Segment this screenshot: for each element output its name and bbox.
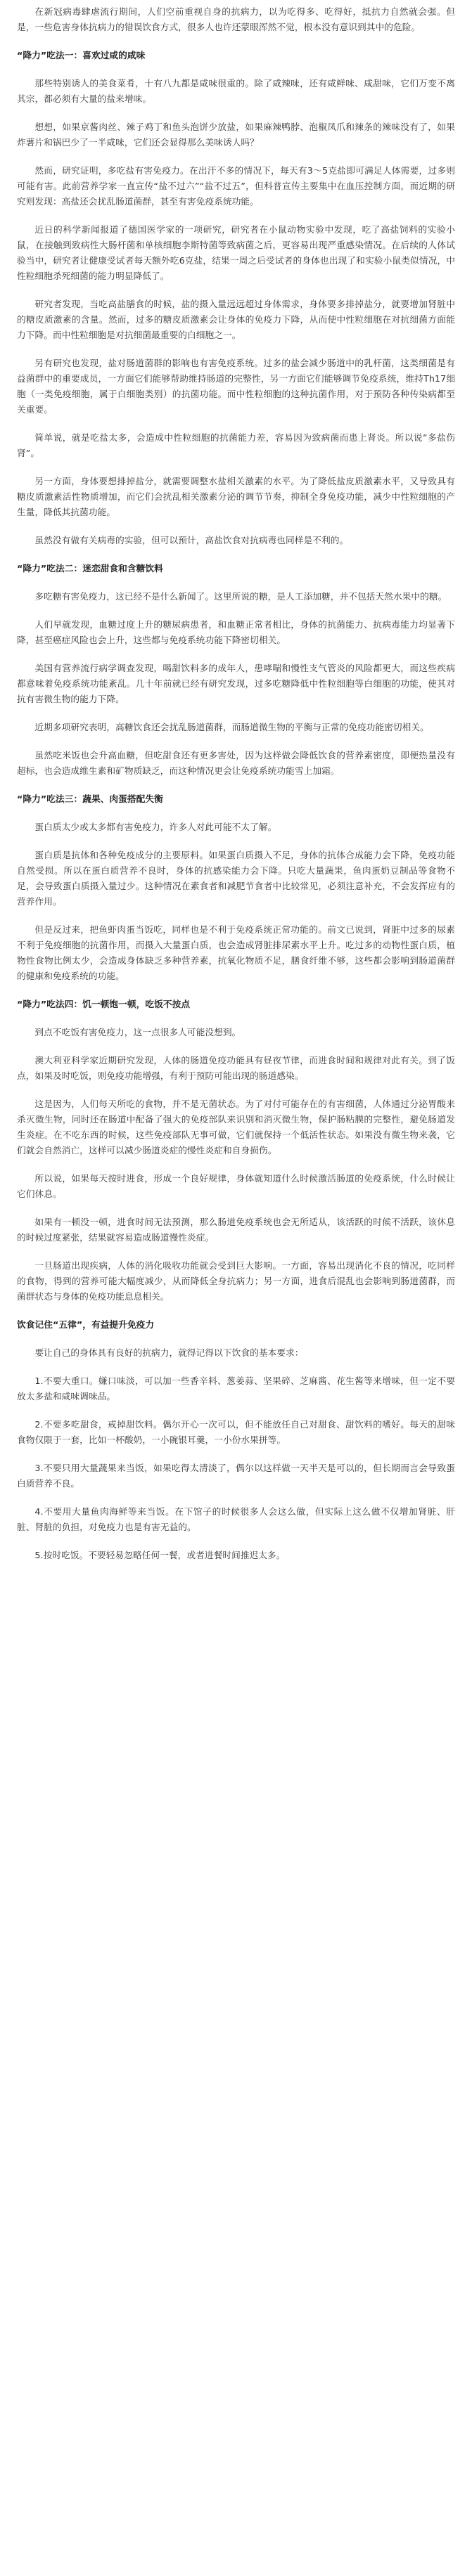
paragraph: 简单说，就是吃盐太多，会造成中性粒细胞的抗菌能力差，容易因为致病菌而患上肾炎。所以说“多盐伤肾”。 — [17, 432, 455, 458]
rule-item: 4.不要用大量鱼肉海鲜等来当饭。在下馆子的时候很多人会这么做，但实际上这么做不仅增加肾脏、肝脏、肾脏的负担，对免疫力也是有害无益的。 — [17, 1506, 455, 1532]
section-heading-salt: “降力”吃法一：喜欢过咸的咸味 — [17, 50, 146, 60]
paragraph: 澳大利亚科学家近期研究发现，人体的肠道免疫功能具有昼夜节律，而进食时间和规律对此有关。到了饭点，如果及时吃饭，则免疫功能增强，有利于预防可能出现的肠道感染。 — [17, 1055, 455, 1081]
paragraph: 另一方面，身体要想排掉盐分，就需要调整水盐相关激素的水平。为了降低盐皮质激素水平，又导致具有糖皮质激素活性物质增加，而它们会扰乱相关激素分泌的调节节奏，抑制全身免疫功能，减少中性粒细胞的产生量，降低其抗菌功能。 — [17, 476, 455, 517]
paragraph: 虽然吃米饭也会升高血糖，但吃甜食还有更多害处，因为这样做会降低饮食的营养素密度，即便热量没有超标，也会造成维生素和矿物质缺乏，而这种情况更会让免疫系统功能雪上加霜。 — [17, 750, 455, 776]
paragraph: 人们早就发现，血糖过度上升的糖尿病患者，和血糖正常者相比，身体的抗菌能力、抗病毒能力均显著下降，甚至癌症风险也会上升，这些都与免疫系统功能下降密切相关。 — [17, 619, 455, 645]
paragraph: 蛋白质太少或太多都有害免疫力，许多人对此可能不太了解。 — [34, 822, 277, 832]
paragraph: 所以说，如果每天按时进食，形成一个良好规律，身体就知道什么时候激活肠道的免疫系统，什么时候让它们休息。 — [17, 1173, 455, 1199]
section-heading-sugar: “降力”吃法二：迷恋甜食和含糖饮料 — [17, 563, 163, 574]
section-heading-meal-timing: “降力”吃法四：饥一顿饱一顿，吃饭不按点 — [17, 999, 191, 1009]
paragraph: 一旦肠道出现疾病，人体的消化吸收功能就会受到巨大影响。一方面，容易出现消化不良的情况，吃同样的食物，得到的营养可能大幅度减少，从而降低全身抗病力；另一方面，进食后混乱也会影响到肠道菌群，而菌群状态与身体的免疫功能息息相关。 — [17, 1260, 455, 1302]
paragraph: 近期多项研究表明，高糖饮食还会扰乱肠道菌群，而肠道微生物的平衡与正常的免疫功能密切相关。 — [34, 722, 429, 732]
paragraph: 要让自己的身体具有良好的抗病力，就得记得以下饮食的基本要求： — [34, 1347, 304, 1358]
paragraph: 这是因为，人们每天所吃的食物，并不是无菌状态。为了对付可能存在的有害细菌，人体通过分泌胃酸来杀灭微生物，同时还在肠道中配备了强大的免疫部队来识别和消灭微生物，保护肠粘膜的完整性，避免肠道发生炎症。在不吃东西的时候，这些免疫部队无事可做，它们就保持一个低活性状态。如果没有微生物来袭，它们就会自然消亡，这样可以减少肠道炎症的慢性炎症和自身损伤。 — [17, 1099, 455, 1156]
paragraph: 如果有一顿没一顿，进食时间无法预测，那么肠道免疫系统也会无所适从，该活跃的时候不活跃，该休息的时候过度紧张，结果就容易造成肠道慢性炎症。 — [17, 1217, 455, 1243]
paragraph: 到点不吃饭有害免疫力，这一点很多人可能没想到。 — [34, 1027, 241, 1037]
paragraph: 近日的科学新闻报道了德国医学家的一项研究，研究者在小鼠动物实验中发现，吃了高盐饲料的实验小鼠，在接触到致病性大肠杆菌和单核细胞李斯特菌等致病菌之后，更容易出现严重感染情况。在后续的人体试验当中，研究者让健康受试者每天额外吃6克盐，结果一周之后受试者的身体也出现了和实验小鼠类似情况，中性粒细胞杀死细菌的能力明显降低了。 — [17, 224, 455, 281]
intro-paragraph: 在新冠病毒肆虐流行期间，人们空前重视自身的抗病力，以为吃得多、吃得好，抵抗力自然就会强。但是，一些危害身体抗病力的错误饮食方式，很多人也许还蒙眼浑然不觉，根本没有意识到其中的危险。 — [17, 6, 455, 32]
paragraph: 蛋白质是抗体和各种免疫成分的主要原料。如果蛋白质摄入不足，身体的抗体合成能力会下降，免疫功能自然受损。所以在蛋白质营养不良时，身体的抗感染能力会下降。只吃大量蔬果，鱼肉蛋奶豆制品等食物不足，会导致蛋白质摄入量过少。这种情况在素食者和减肥节食者中比较常见，必须注意补充，不会发挥应有的营养作用。 — [17, 850, 455, 907]
paragraph: 另有研究也发现，盐对肠道菌群的影响也有害免疫系统。过多的盐会减少肠道中的乳杆菌，这类细菌是有益菌群中的重要成员，一方面它们能够帮助维持肠道的完整性，另一方面它们能够调节免疫系统，维持Th17细胞（一类免疫细胞，属于白细胞类别）的抗菌功能。而中性粒细胞的这种抗菌作用，对于预防各种传染病都至关重要。 — [17, 358, 455, 415]
paragraph: 研究者发现，当吃高盐膳食的时候，盐的摄入量远远超过身体需求，身体要多排掉盐分，就要增加肾脏中的糖皮质激素的含量。然而，过多的糖皮质激素会让身体的免疫力下降，从而使中性粒细胞在对抗细菌方面能力下降。而中性粒细胞是对抗细菌最重要的白细胞之一。 — [17, 299, 455, 340]
rule-item: 5.按时吃饭。不要轻易忽略任何一餐，或者进餐时间推迟太多。 — [34, 1550, 286, 1560]
paragraph: 虽然没有做有关病毒的实验，但可以预计，高盐饮食对抗病毒也同样是不利的。 — [34, 535, 349, 545]
paragraph: 多吃糖有害免疫力，这已经不是什么新闻了。这里所说的糖，是人工添加糖，并不包括天然水果中的糖。 — [34, 591, 447, 602]
rule-item: 2.不要多吃甜食，戒掉甜饮料。偶尔开心一次可以，但不能放任自己对甜食、甜饮料的嗜好。每天的甜味食物仅限于一套，比如一杯酸奶，一小碗银耳羹，一小份水果拼等。 — [17, 1419, 455, 1445]
rule-item: 3.不要只用大量蔬果来当饭，如果吃得太清淡了，偶尔以这样做一天半天是可以的，但长期而言会导致蛋白质营养不良。 — [17, 1463, 455, 1489]
paragraph: 想想，如果京酱肉丝、辣子鸡丁和鱼头泡饼少放盐，如果麻辣鸭脖、泡椒凤爪和辣条的辣味没有了，如果炸薯片和锅巴少了一半咸味，它们还会显得那么美味诱人吗？ — [17, 122, 455, 148]
paragraph: 美国有营养流行病学调查发现，喝甜饮料多的成年人，患哮喘和慢性支气管炎的风险都更大，而这些疾病都意味着免疫系统功能紊乱。几十年前就已经有研究发现，过多吃糖降低中性粒细胞等白细胞的功能，使其对抗有害微生物的能力下降。 — [17, 663, 455, 704]
section-heading-protein: “降力”吃法三：蔬果、肉蛋搭配失衡 — [17, 794, 163, 804]
paragraph: 但是反过来，把鱼虾肉蛋当饭吃，同样也是不利于免疫系统正常功能的。前文已说到，肾脏中过多的尿素不利于免疫细胞的抗菌作用，而摄入大量蛋白质，也会造成肾脏排尿素水平上升。吃过多的动物性蛋白质，植物性食物比例太少，会造成身体缺乏多种营养素，抗氧化物质不足，膳食纤维不够，这些都会影响到肠道菌群的健康和免疫系统的功能。 — [17, 924, 455, 981]
rule-item: 1.不要大重口。嫌口味淡，可以加一些香辛料、葱姜蒜、坚果碎、芝麻酱、花生酱等来增味，但一定不要放太多盐和咸味调味品。 — [17, 1376, 455, 1402]
paragraph: 然而，研究证明，多吃盐有害免疫力。在出汗不多的情况下，每天有3～5克盐即可满足人体需要，过多则可能有害。此前营养学家一直宣传“盐不过六”“盐不过五”，但科普宣传主要集中在血压控制方面，而近期的研究则发现：高盐还会扰乱肠道菌群，甚至有害免疫系统功能。 — [17, 165, 455, 207]
paragraph: 那些特别诱人的美食菜肴，十有八九都是咸味很重的。除了咸辣味，还有咸鲜味、咸甜味，它们万变不离其宗，都必须有大量的盐来增味。 — [17, 78, 455, 104]
section-heading-five-rules: 饮食记住“五律”，有益提升免疫力 — [17, 1319, 155, 1330]
